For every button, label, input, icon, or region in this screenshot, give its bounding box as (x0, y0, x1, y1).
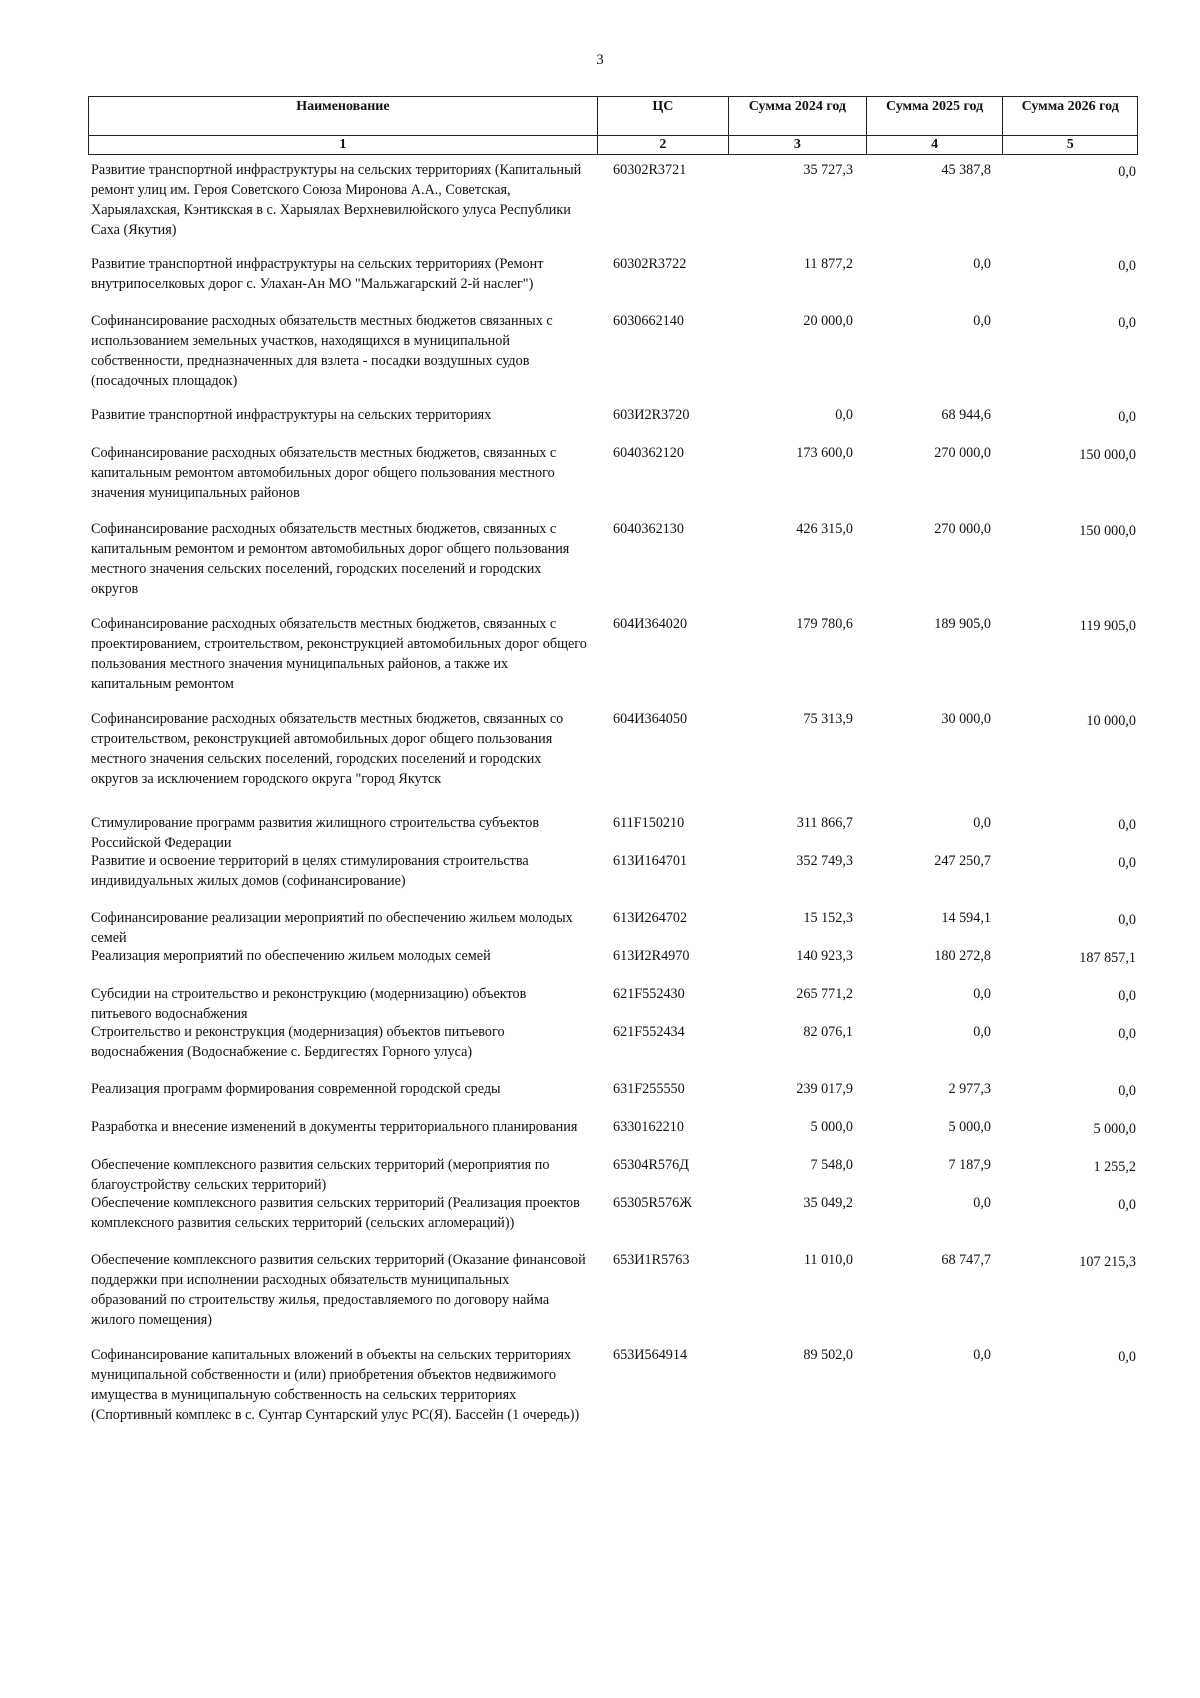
row-code: 621F552430 (613, 986, 685, 1002)
row-2024: 35 727,3 (803, 162, 853, 178)
row-2025: 270 000,0 (934, 445, 991, 461)
row-2026: 0,0 (1118, 409, 1136, 425)
row-2024: 89 502,0 (803, 1347, 853, 1363)
row-2025: 7 187,9 (948, 1157, 991, 1173)
row-2024: 15 152,3 (803, 910, 853, 926)
row-2024: 20 000,0 (803, 313, 853, 329)
table-row (88, 614, 1138, 709)
row-name: Субсидии на строительство и реконструкцию (модернизацию) объектов питьевого водоснабжения (91, 986, 527, 1022)
table-row (88, 160, 1138, 254)
row-2026: 0,0 (1118, 1197, 1136, 1213)
row-code: 653И564914 (613, 1347, 688, 1363)
row-2025: 0,0 (973, 1024, 991, 1040)
row-name: Развитие и освоение территорий в целях стимулирования строительства индивидуальных жилых домов (софинансирование) (91, 853, 529, 889)
row-2024: 265 771,2 (796, 986, 853, 1002)
row-code: 6330162210 (613, 1119, 684, 1135)
table-row (88, 946, 1138, 984)
row-2024: 75 313,9 (803, 711, 853, 727)
row-2026: 0,0 (1118, 988, 1136, 1004)
row-name: Софинансирование расходных обязательств местных бюджетов, связанных с капитальным ремонтом и ремонтом автомобильных дорог общего пользования местного значения сельских поселений, городских поселений и городских округов (91, 521, 570, 597)
row-2025: 0,0 (973, 986, 991, 1002)
row-2025: 30 000,0 (941, 711, 991, 727)
table-row (88, 1022, 1138, 1079)
table-row (88, 908, 1138, 946)
row-2024: 179 780,6 (796, 616, 853, 632)
row-name: Строительство и реконструкция (модернизация) объектов питьевого водоснабжения (Водоснабжение с. Бердигестях Горного улуса) (91, 1024, 505, 1060)
row-name: Софинансирование реализации мероприятий по обеспечению жильем молодых семей (91, 910, 573, 946)
row-2024: 140 923,3 (796, 948, 853, 964)
row-name: Развитие транспортной инфраструктуры на сельских территориях (Капитальный ремонт улиц им. Героя Советского Союза Миронова А.А., Советская, Харыялахская, Кэнтикская в с. Харыялах Верхневилюйского улуса Республики Саха (Якутия) (91, 162, 582, 238)
row-2026: 0,0 (1118, 1083, 1136, 1099)
header-name: Наименование (89, 97, 598, 136)
table-row (88, 1079, 1138, 1117)
row-code: 604И364020 (613, 616, 688, 632)
table-row (88, 405, 1138, 443)
table-row (88, 1117, 1138, 1155)
col-number: 4 (866, 136, 1003, 155)
row-2026: 10 000,0 (1086, 713, 1136, 729)
row-name: Обеспечение комплексного развития сельских территорий (Реализация проектов комплексного развития сельских территорий (сельских агломераций)) (91, 1195, 580, 1231)
row-2026: 187 857,1 (1079, 950, 1136, 966)
row-name: Софинансирование расходных обязательств местных бюджетов связанных с использованием земельных участков, находящихся в муниципальной собственности, предназначенных для взлета - посадки воздушных судов (посадочных площадок) (91, 313, 553, 389)
table-row (88, 813, 1138, 851)
table-row (88, 254, 1138, 311)
row-code: 65304R576Д (613, 1157, 689, 1173)
row-2026: 5 000,0 (1093, 1121, 1136, 1137)
row-2024: 426 315,0 (796, 521, 853, 537)
row-2024: 7 548,0 (810, 1157, 853, 1173)
table-row (88, 709, 1138, 813)
row-2026: 150 000,0 (1079, 523, 1136, 539)
row-code: 613И2R4970 (613, 948, 690, 964)
header-code: ЦС (597, 97, 728, 136)
row-2024: 311 866,7 (796, 815, 853, 831)
row-code: 604И364050 (613, 711, 688, 727)
table-header (88, 96, 1138, 155)
row-2026: 0,0 (1118, 912, 1136, 928)
row-2025: 68 944,6 (941, 407, 991, 423)
row-2025: 247 250,7 (934, 853, 991, 869)
table-row (88, 984, 1138, 1022)
row-code: 631F255550 (613, 1081, 685, 1097)
table-row (88, 519, 1138, 614)
table-row (88, 1345, 1138, 1459)
col-number: 5 (1003, 136, 1138, 155)
row-2024: 11 877,2 (803, 256, 853, 272)
row-2026: 1 255,2 (1093, 1159, 1136, 1175)
row-2024: 173 600,0 (796, 445, 853, 461)
header-2024: Сумма 2024 год (729, 97, 867, 136)
row-2024: 239 017,9 (796, 1081, 853, 1097)
row-2024: 35 049,2 (803, 1195, 853, 1211)
row-2025: 0,0 (973, 256, 991, 272)
row-2026: 0,0 (1118, 315, 1136, 331)
header-2026: Сумма 2026 год (1003, 97, 1138, 136)
row-2026: 0,0 (1118, 1026, 1136, 1042)
row-2025: 68 747,7 (941, 1252, 991, 1268)
row-name: Обеспечение комплексного развития сельских территорий (Оказание финансовой поддержки при исполнении расходных обязательств муниципальных образований по строительству жилья, предоставляемого по договору найма жилого помещения) (91, 1252, 586, 1328)
row-2026: 0,0 (1118, 164, 1136, 180)
row-2024: 352 749,3 (796, 853, 853, 869)
row-2026: 119 905,0 (1079, 618, 1136, 634)
row-2025: 0,0 (973, 313, 991, 329)
row-2026: 0,0 (1118, 817, 1136, 833)
table-row (88, 1250, 1138, 1345)
row-2026: 0,0 (1118, 855, 1136, 871)
row-code: 653И1R5763 (613, 1252, 690, 1268)
row-name: Софинансирование расходных обязательств местных бюджетов, связанных с проектированием, строительством, реконструкцией автомобильных дорог общего пользования местного значения муниципальных районов, а также их капитальным ремонтом (91, 616, 587, 692)
col-number: 1 (89, 136, 598, 155)
row-2024: 82 076,1 (803, 1024, 853, 1040)
row-2026: 0,0 (1118, 258, 1136, 274)
row-name: Стимулирование программ развития жилищного строительства субъектов Российской Федерации (91, 815, 540, 851)
row-2025: 14 594,1 (941, 910, 991, 926)
table-row (88, 311, 1138, 405)
table-row (88, 443, 1138, 519)
row-2025: 45 387,8 (941, 162, 991, 178)
row-code: 65305R576Ж (613, 1195, 692, 1211)
row-2026: 0,0 (1118, 1349, 1136, 1365)
row-2024: 5 000,0 (810, 1119, 853, 1135)
row-2026: 107 215,3 (1079, 1254, 1136, 1270)
row-name: Софинансирование расходных обязательств местных бюджетов, связанных с капитальным ремонтом автомобильных дорог общего пользования местного значения муниципальных районов (91, 445, 557, 501)
row-2025: 0,0 (973, 1195, 991, 1211)
row-name: Развитие транспортной инфраструктуры на сельских территориях (Ремонт внутрипоселковых дорог с. Улахан-Ан МО "Мальжагарский 2-й наслег") (91, 256, 544, 292)
table-row (88, 851, 1138, 908)
row-2024: 11 010,0 (803, 1252, 853, 1268)
row-code: 6040362130 (613, 521, 684, 537)
table-row (88, 1155, 1138, 1193)
row-2025: 0,0 (973, 1347, 991, 1363)
row-2025: 5 000,0 (948, 1119, 991, 1135)
row-code: 60302R3722 (613, 256, 687, 272)
row-code: 621F552434 (613, 1024, 685, 1040)
table-row (88, 1193, 1138, 1250)
row-name: Развитие транспортной инфраструктуры на сельских территориях (91, 407, 492, 423)
row-code: 613И164701 (613, 853, 688, 869)
row-code: 6030662140 (613, 313, 684, 329)
col-number: 3 (729, 136, 867, 155)
row-2025: 189 905,0 (934, 616, 991, 632)
row-code: 60302R3721 (613, 162, 687, 178)
row-name: Софинансирование капитальных вложений в объекты на сельских территориях муниципальной собственности и (или) приобретения объектов недвижимого имущества в муниципальную собственность на сельских территориях (Спортивный комплекс в с. Сунтар Сунтарский улус РС(Я). Бассейн (1 очередь)) (91, 1347, 580, 1423)
header-2025: Сумма 2025 год (866, 97, 1003, 136)
row-code: 6040362120 (613, 445, 684, 461)
row-name: Реализация программ формирования современной городской среды (91, 1081, 501, 1097)
page-number: 3 (596, 52, 604, 68)
row-code: 613И264702 (613, 910, 688, 926)
row-code: 603И2R3720 (613, 407, 690, 423)
row-2025: 2 977,3 (948, 1081, 991, 1097)
row-name: Софинансирование расходных обязательств местных бюджетов, связанных со строительством, реконструкцией автомобильных дорог общего пользования местного значения сельских поселений, городских поселений и городских округов за исключением городского округа "город Якутск (91, 711, 564, 787)
row-code: 611F150210 (613, 815, 685, 831)
row-2025: 180 272,8 (934, 948, 991, 964)
row-name: Разработка и внесение изменений в документы территориального планирования (91, 1119, 578, 1135)
col-number: 2 (597, 136, 728, 155)
row-name: Реализация мероприятий по обеспечению жильем молодых семей (91, 948, 491, 964)
table-body (88, 160, 1138, 1459)
row-2024: 0,0 (835, 407, 853, 423)
row-2025: 270 000,0 (934, 521, 991, 537)
row-2026: 150 000,0 (1079, 447, 1136, 463)
row-2025: 0,0 (973, 815, 991, 831)
row-name: Обеспечение комплексного развития сельских территорий (мероприятия по благоустройству сельских территорий) (91, 1157, 550, 1193)
